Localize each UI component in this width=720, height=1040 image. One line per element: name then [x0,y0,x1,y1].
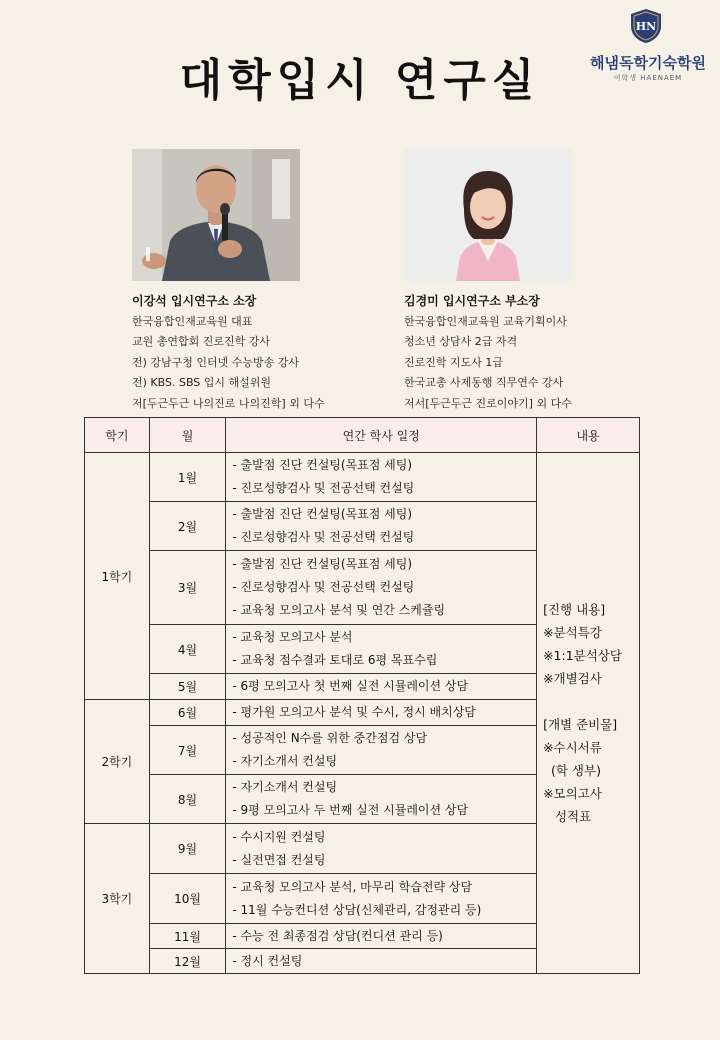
director-bio-line: 전) 강남구청 인터넷 수능방송 강사 [132,355,300,369]
events-cell [226,824,537,874]
event-line: - 수시지원 컨설팅 [232,829,326,844]
month-cell: 8월 [149,775,226,824]
event-line: - 교육청 모의고사 분석 [232,630,353,644]
vice-director-bio [404,291,572,414]
event-line: - 6평 모의고사 첫 번째 실전 시뮬레이션 상담 [232,679,469,693]
event-line: - 교육청 점수결과 토대로 6평 목표수립 [232,653,438,667]
event-line: - 11월 수능컨디션 상담(신체관리, 감정관리 등) [232,902,482,917]
director-bio [132,291,325,414]
brand-logo [580,8,716,80]
event-line: - 성공적인 N수를 위한 중간점검 상담 [232,731,428,745]
vice-director-photo [404,149,572,281]
vice-director-bio-line: 한국교총 사제동행 직무연수 강사 [404,376,564,389]
month-cell: 5월 [149,674,226,700]
month-cell: 1월 [149,453,226,502]
event-line: - 9평 모의고사 두 번째 실전 시뮬레이션 상담 [232,803,469,817]
event-line: - 진로성향검사 및 전공선택 컨설팅 [232,530,415,544]
event-line: - 진로성향검사 및 전공선택 컨설팅 [232,580,415,594]
month-cell: 2월 [149,502,226,551]
month-cell: 9월 [149,824,226,874]
director-photo [132,149,300,281]
director-bio-line: 한국융합인재교육원 대표 [132,314,253,328]
content-line: ※모의고사 [543,786,602,801]
shield-logo-icon [628,8,664,44]
content-line: 성적표 [543,809,592,824]
director-bio-line: 교원 총연합회 진로진학 강사 [132,335,271,348]
logo-mark: HN [635,20,657,33]
month-cell: 3월 [149,551,226,625]
header-month: 월 [149,418,226,453]
month-cell: 6월 [149,700,226,726]
events-cell [226,551,537,625]
events-cell [226,949,537,974]
month-cell: 10월 [149,874,226,924]
vice-director-name: 김경미 입시연구소 부소장 [404,294,540,308]
event-line: - 자기소개서 컨설팅 [232,780,338,794]
events-cell [226,775,537,824]
events-cell [226,726,537,775]
event-line: - 교육청 모의고사 분석 및 연간 스케쥴링 [232,603,446,617]
director-bio-line: 전) KBS. SBS 입시 해설위원 [132,376,272,389]
month-cell: 7월 [149,726,226,775]
content-cell [537,453,640,974]
event-line: - 수능 전 최종점검 상담(컨디션 관리 등) [232,928,443,943]
content-line: ※개별검사 [543,671,602,686]
month-cell: 12월 [149,949,226,974]
content-line: ※분석특강 [543,625,602,640]
month-cell: 11월 [149,924,226,949]
table-header-row [85,418,640,453]
events-cell [226,924,537,949]
month-cell: 4월 [149,625,226,674]
content-line: [개별 준비물] [543,717,618,732]
semester-cell: 2학기 [85,700,150,824]
vice-director-bio-line: 저서[두근두근 진로이야기] 외 다수 [404,396,572,410]
event-line: - 교육청 모의고사 분석, 마무리 학습전략 상담 [232,879,473,894]
events-cell [226,874,537,924]
vice-director-bio-line: 진로진학 지도사 1급 [404,355,503,369]
event-line: - 출발점 진단 컨설팅(목표점 세팅) [232,507,413,521]
header-semester: 학기 [85,418,150,453]
logo-name: 해냄독학기숙학원 [590,54,706,72]
event-line: - 자기소개서 컨설팅 [232,754,338,768]
director-bio-line: 저[두근두근 나의진로 나의진학] 외 다수 [132,396,325,410]
event-line: - 실전면접 컨설팅 [232,852,326,867]
semester-cell: 3학기 [85,824,150,974]
schedule-table [84,417,640,974]
content-line: ※수시서류 [543,740,602,755]
content-line: ※1:1분석상담 [543,648,622,663]
events-cell [226,700,537,726]
content-line [543,690,639,713]
semester-cell: 1학기 [85,453,150,700]
content-line: (학 생부) [543,763,601,778]
event-line: - 출발점 진단 컨설팅(목표점 세팅) [232,458,413,472]
event-line: - 출발점 진단 컨설팅(목표점 세팅) [232,557,413,571]
header-schedule: 연간 학사 일정 [226,418,537,453]
header-content: 내용 [537,418,640,453]
event-line: - 진로성향검사 및 전공선택 컨설팅 [232,481,415,495]
logo-subtitle: 이학생 HAENAEM [613,74,683,82]
table-row [85,453,640,502]
events-cell [226,502,537,551]
vice-director-bio-line: 청소년 상담사 2급 자격 [404,335,518,348]
vice-director-bio-line: 한국융합인재교육원 교육기획이사 [404,314,567,328]
event-line: - 평가원 모의고사 분석 및 수시, 정시 배치상담 [232,705,476,719]
events-cell [226,453,537,502]
events-cell [226,674,537,700]
page-title: 대학입시 연구실 [179,55,541,106]
event-line: - 정시 컨설팅 [232,953,303,968]
director-name: 이강석 입시연구소 소장 [132,294,257,308]
events-cell [226,625,537,674]
content-line: [진행 내용] [543,602,606,617]
